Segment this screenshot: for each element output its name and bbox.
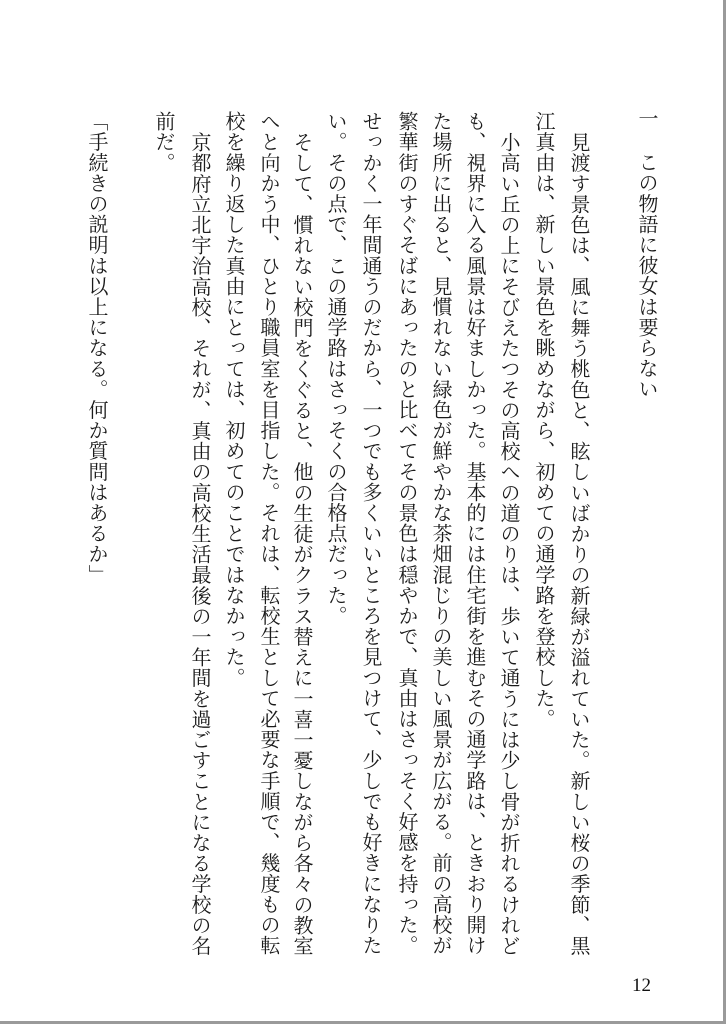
text-line: も、視界に入る風景は好ましかった。基本的には住宅街を進むその通学路は、ときおり開け	[463, 111, 487, 956]
page-number: 12	[632, 975, 651, 996]
text-line: 見渡す景色は、風に舞う桃色と、眩しいばかりの新緑が溢れていた。新しい桜の季節、黒	[567, 131, 591, 956]
text-line: 小高い丘の上にそびえたつその高校への道のりは、歩いて通うには少し骨が折れるけれど	[497, 131, 521, 956]
text-line: 京都府立北宇治高校、それが、真由の高校生活最後の一年間を過ごすことになる学校の名	[188, 131, 212, 956]
text-line: 繁華街のすぐそばにあったのと比べてその景色は穏やかで、真由はさっそく好感を持った。	[395, 111, 419, 956]
dialogue-line: 「手続きの説明は以上になる。何か質問はあるか」	[85, 111, 109, 585]
text-line: い。その点で、この通学路はさっそくの合格点だった。	[324, 111, 348, 626]
chapter-title: この物語に彼女は要らない	[635, 152, 659, 400]
text-line: 前だ。	[152, 111, 176, 173]
text-line: た場所に出ると、見慣れない緑色が鮮やかな茶畑混じりの美しい風景が広がる。前の高校が	[429, 111, 453, 956]
text-line: 校を繰り返した真由にとっては、初めてのことではなかった。	[222, 111, 246, 688]
chapter-number: 一	[635, 108, 659, 128]
text-line: せっかく一年間通うのだから、一つでも多くいいところを見つけて、少しでも好きになりた	[359, 111, 383, 956]
text-line: 江真由は、新しい景色を眺めながら、初めての通学路を登校した。	[532, 111, 556, 729]
text-line: へと向かう中、ひとり職員室を目指した。それは、転校生として必要な手順で、幾度もの転	[257, 111, 281, 956]
text-line: そして、慣れない校門をくぐると、他の生徒がクラス替えに一喜一憂しながら各々の教室	[290, 131, 314, 956]
